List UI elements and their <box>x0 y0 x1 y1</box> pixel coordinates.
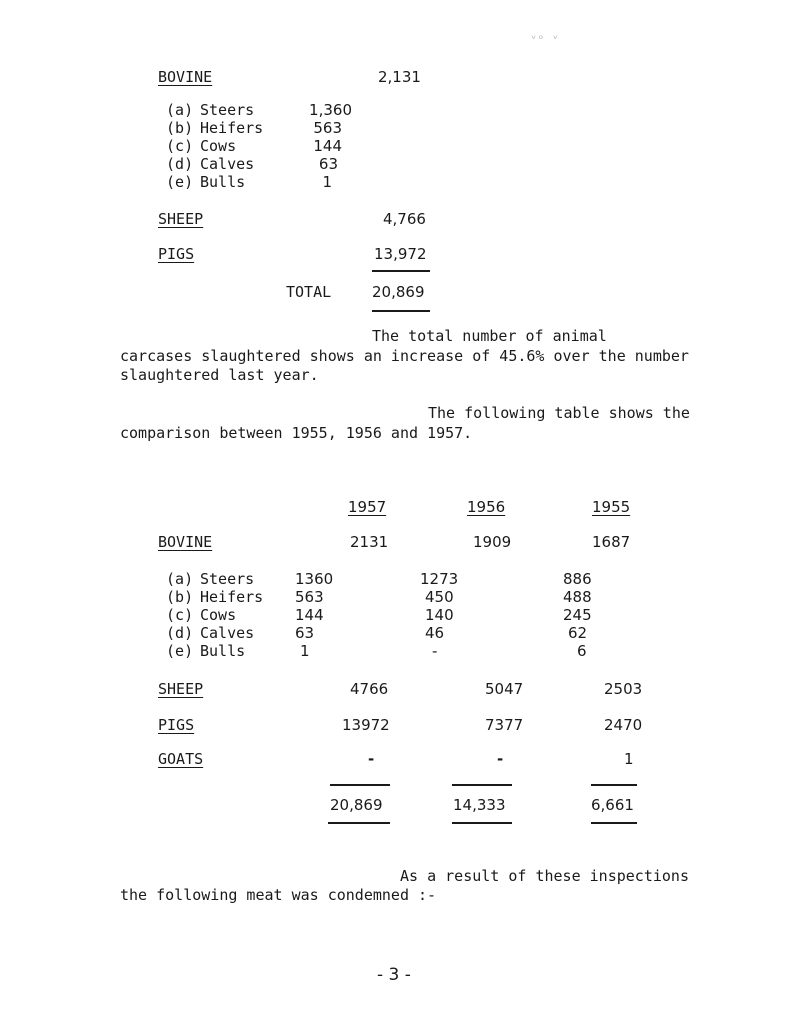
table-total-rule <box>591 784 637 786</box>
table-cell: 4766 <box>350 680 389 698</box>
row-label: Cows <box>200 606 237 624</box>
table-cell: 144 <box>295 606 324 624</box>
table-bovine-label: BOVINE <box>158 533 213 551</box>
sub-item-value: 144 <box>313 137 342 155</box>
table-cell: 7377 <box>485 716 524 734</box>
table-cell: 1273 <box>420 570 459 588</box>
paragraph1-line2: carcases slaughtered shows an increase of 45.6% over the number <box>120 347 689 365</box>
table-cell: 886 <box>563 570 592 588</box>
table-total: 20,869 <box>330 796 383 814</box>
summary-sheep-label: SHEEP <box>158 210 204 228</box>
total-double-rule <box>372 310 430 312</box>
table-cell: 63 <box>295 624 315 642</box>
summary-total-label: TOTAL <box>286 283 332 301</box>
table-cell: 1360 <box>295 570 334 588</box>
sub-item-e: (e) <box>166 173 194 191</box>
table-cell: 5047 <box>485 680 524 698</box>
table-cell: 140 <box>425 606 454 624</box>
sub-item-value: 63 <box>318 155 338 173</box>
row-label: Bulls <box>200 642 246 660</box>
table-cell: 62 <box>568 624 588 642</box>
sub-key-b: (b) <box>166 588 194 606</box>
sub-item-label: Calves <box>200 155 255 173</box>
table-total: 14,333 <box>453 796 506 814</box>
faint-mark: ᵛᵒ ᵛ <box>530 32 559 46</box>
sub-item-c: (c) <box>166 137 194 155</box>
table-total-double-rule <box>591 822 637 824</box>
total-rule <box>372 270 430 272</box>
table-cell: 1687 <box>592 533 631 551</box>
table-cell: 488 <box>563 588 592 606</box>
table-cell: - <box>432 642 438 660</box>
year-header: 1956 <box>467 498 506 516</box>
table-cell: 1909 <box>473 533 512 551</box>
sub-key-e: (e) <box>166 642 194 660</box>
sub-item-label: Bulls <box>200 173 246 191</box>
table-cell: 245 <box>563 606 592 624</box>
sub-item-value: 563 <box>313 119 342 137</box>
summary-bovine-total: 2,131 <box>378 68 421 86</box>
paragraph3-line2: the following meat was condemned :- <box>120 886 437 904</box>
sub-item-b: (b) <box>166 119 194 137</box>
sub-item-value: 1,360 <box>309 101 352 119</box>
table-cell: 2131 <box>350 533 389 551</box>
table-cell: - <box>368 750 375 768</box>
table-cell: 2470 <box>604 716 643 734</box>
table-cell: 46 <box>425 624 445 642</box>
table-cell: 1 <box>300 642 310 660</box>
paragraph2-line1: The following table shows the <box>428 404 690 422</box>
table-sheep-label: SHEEP <box>158 680 204 698</box>
table-cell: 450 <box>425 588 454 606</box>
sub-item-value: 1 <box>322 173 332 191</box>
table-total-rule <box>452 784 512 786</box>
table-cell: 563 <box>295 588 324 606</box>
page-number: - 3 - <box>377 965 411 985</box>
sub-item-a: (a) <box>166 101 194 119</box>
sub-key-a: (a) <box>166 570 194 588</box>
table-pigs-label: PIGS <box>158 716 195 734</box>
table-cell: - <box>497 750 504 768</box>
sub-item-label: Cows <box>200 137 237 155</box>
table-cell: 2503 <box>604 680 643 698</box>
table-total: 6,661 <box>591 796 634 814</box>
paragraph1-line3: slaughtered last year. <box>120 366 319 384</box>
table-cell: 1 <box>624 750 634 768</box>
sub-key-d: (d) <box>166 624 194 642</box>
year-header: 1955 <box>592 498 631 516</box>
summary-sheep-value: 4,766 <box>383 210 426 228</box>
paragraph2-line2: comparison between 1955, 1956 and 1957. <box>120 424 473 442</box>
row-label: Steers <box>200 570 255 588</box>
sub-key-c: (c) <box>166 606 194 624</box>
row-label: Calves <box>200 624 255 642</box>
table-total-double-rule <box>452 822 512 824</box>
summary-total-value: 20,869 <box>372 283 425 301</box>
paragraph1-line1: The total number of animal <box>372 327 607 345</box>
table-total-rule <box>330 784 390 786</box>
summary-pigs-label: PIGS <box>158 245 195 263</box>
table-cell: 6 <box>577 642 587 660</box>
summary-bovine-label: BOVINE <box>158 68 213 86</box>
year-header: 1957 <box>348 498 387 516</box>
paragraph3-line1: As a result of these inspections <box>400 867 689 885</box>
table-cell: 13972 <box>342 716 390 734</box>
table-total-double-rule <box>328 822 390 824</box>
sub-item-d: (d) <box>166 155 194 173</box>
sub-item-label: Heifers <box>200 119 264 137</box>
row-label: Heifers <box>200 588 264 606</box>
summary-pigs-value: 13,972 <box>374 245 427 263</box>
sub-item-label: Steers <box>200 101 255 119</box>
table-goats-label: GOATS <box>158 750 204 768</box>
